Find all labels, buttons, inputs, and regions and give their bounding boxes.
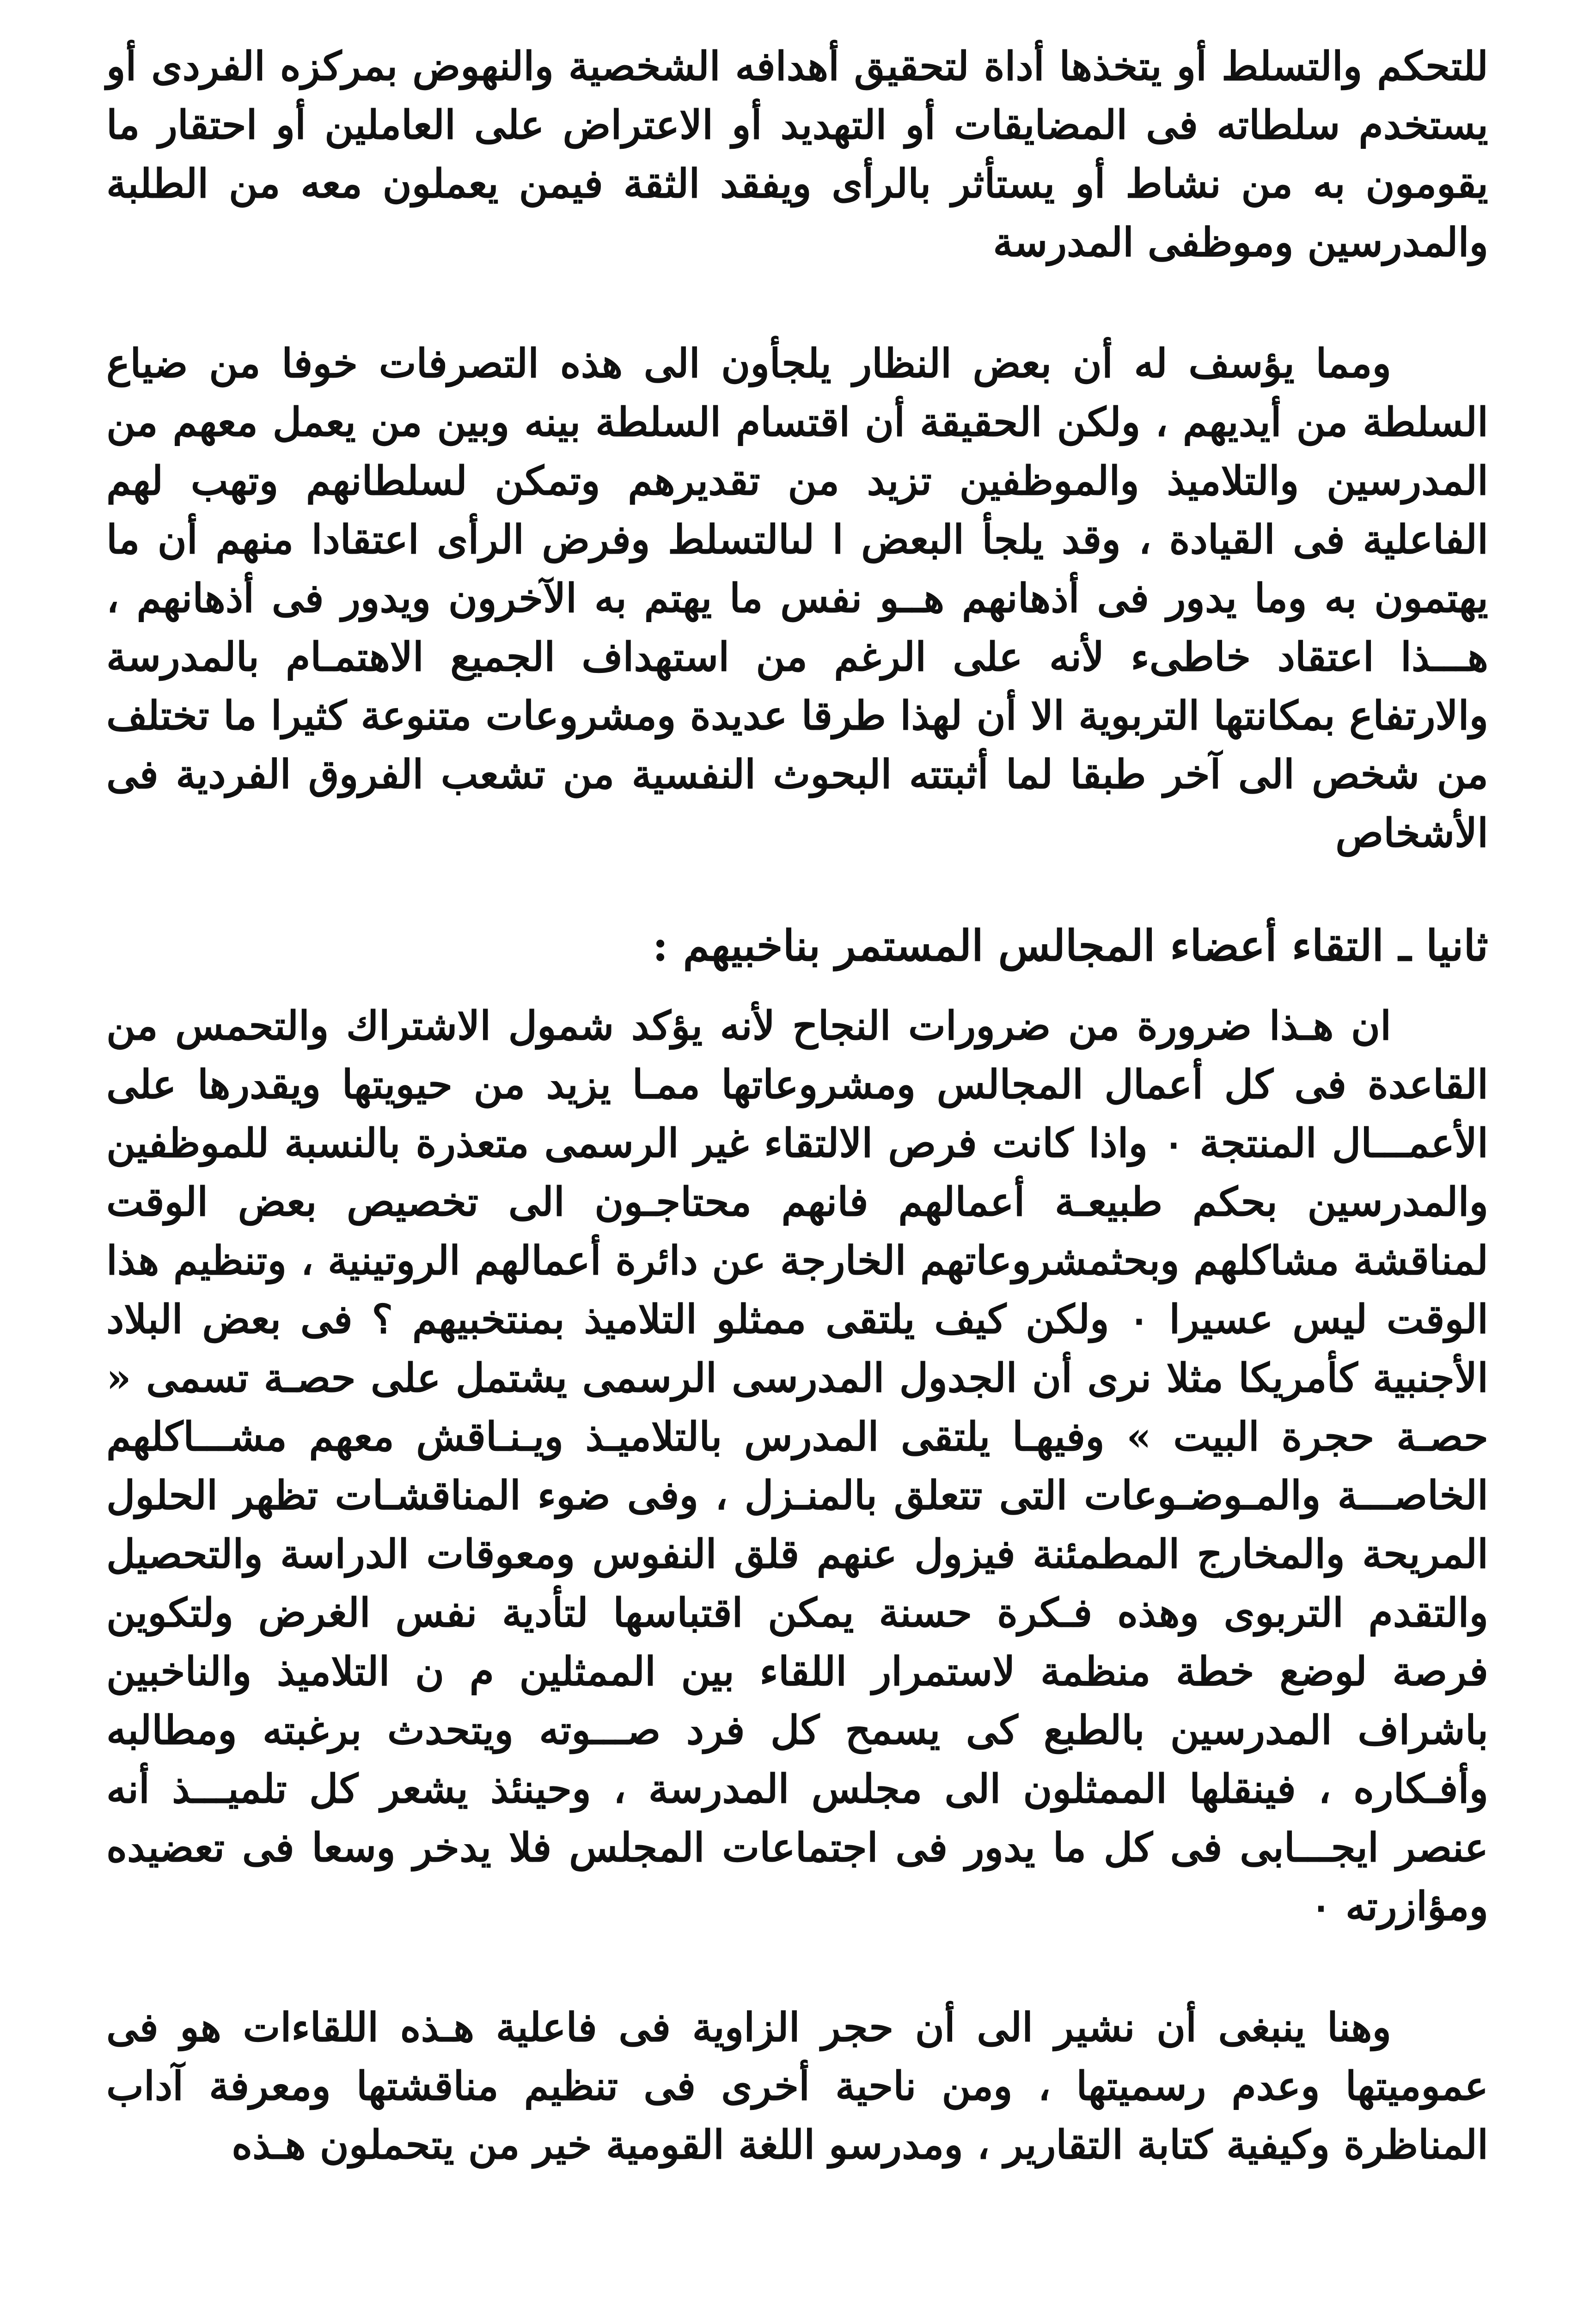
paragraph-gap xyxy=(106,1936,1488,1998)
document-page xyxy=(106,37,1488,2311)
paragraph-2: ومما يؤسف له أن بعض النظار يلجأون الى هذه التصرفات خوفا من ضياع السلطة من أيديهم ، ولكن الحقيقة أن اقتسام السلطة بينه وبين من يعمل معهم من المدرسين والتلاميذ والموظفين تزيد من تقديرهم وتمكن لسلطانهم وتهب لهم الفاعلية فى القيادة ، وقد يلجأ البعض ا لىالتسلط وفرض الرأى اعتقادا منهم أن ما يهتمون به وما يدور فى أذهانهم هــو نفس ما يهتم به الآخرون ويدور فى أذهانهم ، هـــذا اعتقاد خاطىء لأنه على الرغم من استهداف الجميع الاهتمـام بالمدرسة والارتفاع بمكانتها التربوية الا أن لهذا طرقا عديدة ومشروعات متنوعة كثيرا ما تختلف من شخص الى آخر طبقا لما أثبتته البحوث النفسية من تشعب الفروق الفردية فى الأشخاص xyxy=(106,340,1488,856)
paragraph-4: وهنا ينبغى أن نشير الى أن حجر الزاوية فى فاعلية هـذه اللقاءات هو فى عموميتها وعدم رسميتها ، ومن ناحية أخرى فى تنظيم مناقشتها ومعرفة آداب المناظرة وكيفية كتابة التقارير ، ومدرسو اللغة القومية خير من يتحملون هـذه xyxy=(106,2004,1488,2168)
section-gap xyxy=(106,862,1488,913)
paragraph-3: ان هـذا ضرورة من ضرورات النجاح لأنه يؤكد شمول الاشتراك والتحمس من القاعدة فى كل أعمال المجالس ومشروعاتها ممـا يزيد من حيويتها ويقدرها على الأعمـــال المنتجة ٠ واذا كانت فرص الالتقاء غير الرسمى متعذرة بالنسبة للموظفين والمدرسين بحكم طبيعـة أعمالهم فانهم محتاجـون الى تخصيص بعض الوقت لمناقشة مشاكلهم وبحثمشروعاتهم الخارجة عن دائرة أعمالهم الروتينية ، وتنظيم هذا الوقت ليس عسيرا ٠ ولكن كيف يلتقى ممثلو التلاميذ بمنتخبيهم ؟ فى بعض البلاد الأجنبية كأمريكا مثلا نرى أن الجدول المدرسى الرسمى يشتمل على حصـة تسمى « حصـة حجرة البيت » وفيهـا يلتقى المدرس بالتلاميـذ ويـنـاقش معهم مشـــاكلهم الخاصـــة والمـوضـوعات التى تتعلق بالمنـزل ، وفى ضوء المناقشـات تظهر الحلول المريحة والمخارج المطمئنة فيزول عنهم قلق النفوس ومعوقات الدراسة والتحصيل والتقدم التربوى وهذه فـكرة حسنة يمكن اقتباسها لتأدية نفس الغرض ولتكوين فرصة لوضع خطة منظمة لاستمرار اللقاء بين الممثلين م ن التلاميذ والناخبين باشراف المدرسين بالطبع كى يسمح كل فرد صـــوته ويتحدث برغبته ومطالبه وأفـكاره ، فينقلها الممثلون الى مجلس المدرسة ، وحينئذ يشعر كل تلميـــذ أنه عنصر ايجـــابى فى كل ما يدور فى اجتماعات المجلس فلا يدخر وسعا فى تعضيده ومؤازرته ٠ xyxy=(106,1003,1489,1930)
paragraph-gap xyxy=(106,272,1488,334)
paragraph-1: للتحكم والتسلط أو يتخذها أداة لتحقيق أهدافه الشخصية والنهوض بمركزه الفردى أو يستخدم سلطاته فى المضايقات أو التهديد أو الاعتراض على العاملين أو احتقار ما يقومون به من نشاط أو يستأثر بالرأى ويفقد الثقة فيمن يعملون معه من الطلبة والمدرسين وموظفى المدرسة xyxy=(106,43,1488,266)
heading-gap xyxy=(106,978,1488,997)
section-heading: ثانيا ـ التقاء أعضاء المجالس المستمر بناخبيهم : xyxy=(652,921,1488,971)
